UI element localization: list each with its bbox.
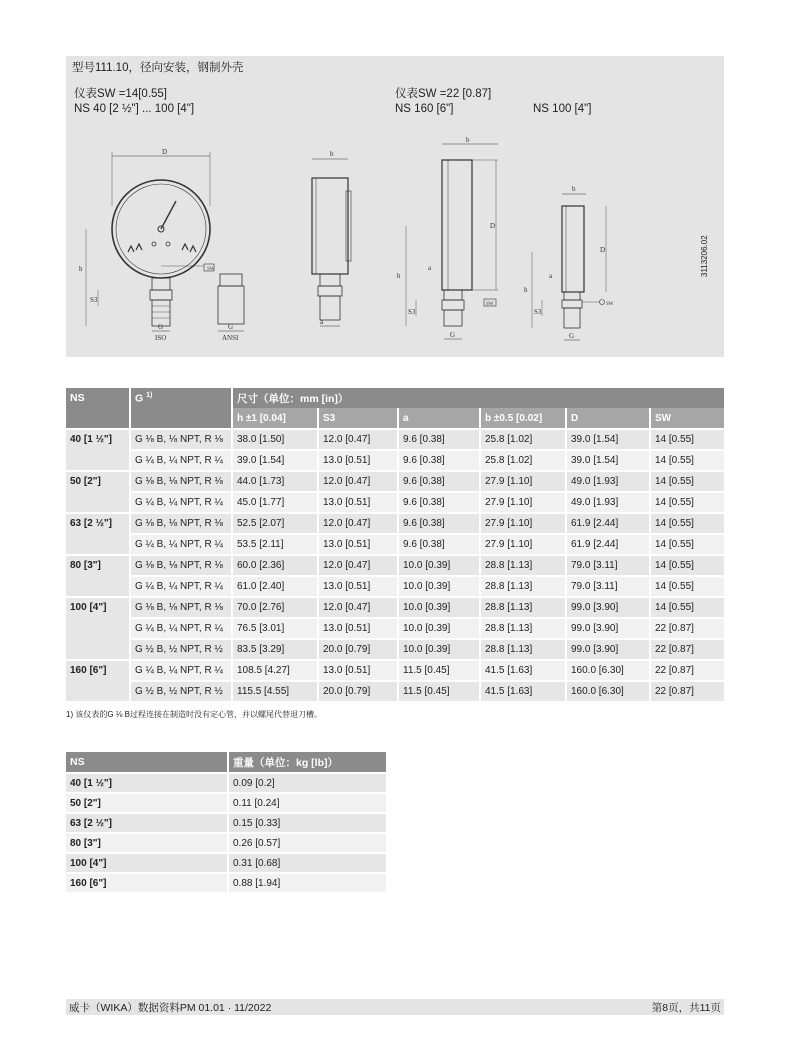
table-row [66,618,724,639]
table-cell: 60.0 [2.36] [232,555,318,576]
weight-table [66,752,386,892]
footer-doc-info: 威卡（WIKA）数据资料PM 01.01 · 11/2022 [69,1002,272,1014]
footnote-ref: 1) [146,392,153,399]
gauge-drawings [66,56,724,357]
col-group-dimensions: 尺寸（单位：mm [in]） [232,388,724,408]
dim-letter-b-100: b [572,185,576,193]
ns-cell: 63 [2 ½"] [66,513,130,555]
table-cell: 12.0 [0.47] [318,471,398,492]
table-cell: 25.8 [1.02] [480,429,566,450]
table-cell: 28.8 [1.13] [480,639,566,660]
table-cell: 13.0 [0.51] [318,618,398,639]
table-row [66,513,724,534]
col-header-s3: S3 [318,408,398,429]
dim-letter-s3-front: S3 [90,296,98,304]
ns-cell: 50 [2"] [66,471,130,513]
table-cell: 12.0 [0.47] [318,429,398,450]
table-cell: 14 [0.55] [650,513,724,534]
table-cell: 22 [0.87] [650,681,724,701]
table-cell: G ½ B, ½ NPT, R ½ [130,639,232,660]
table-cell: 99.0 [3.90] [566,597,650,618]
dim-letter-a-side: a [320,318,324,326]
dimensions-table [66,388,724,701]
col-header-g-text: G [135,392,144,405]
table-cell: 27.9 [1.10] [480,471,566,492]
table-cell: 76.5 [3.01] [232,618,318,639]
table-row [66,833,386,853]
ns100-side-drawing [524,185,614,340]
table-cell: 10.0 [0.39] [398,576,480,597]
ns-cell: 160 [6"] [66,660,130,701]
col-header-a: a [398,408,480,429]
figure-title: 型号111.10，径向安装，钢制外壳 [72,62,244,74]
table-row [66,429,724,450]
table-cell: 79.0 [3.11] [566,555,650,576]
table-cell: 14 [0.55] [650,555,724,576]
dim-letter-g-iso: G [158,323,164,331]
table-cell: 49.0 [1.93] [566,492,650,513]
ns-cell: 100 [4"] [66,597,130,660]
table-row [66,773,386,793]
iso-label: ISO [155,334,167,342]
table-cell: 115.5 [4.55] [232,681,318,701]
table-cell: 14 [0.55] [650,597,724,618]
page-footer [66,999,724,1015]
table-row [66,813,386,833]
table-cell: 83.5 [3.29] [232,639,318,660]
dim-letter-b-side: b [330,150,334,158]
table-cell: 14 [0.55] [650,450,724,471]
dim-letter-sw-front: SW [207,267,215,272]
footer-page-number: 第8页，共11页 [651,1002,721,1014]
dim-letter-g-100: G [569,332,575,340]
table-cell: 10.0 [0.39] [398,597,480,618]
weight-ns-cell: 100 [4"] [66,853,228,873]
dim-letter-g-160: G [450,331,456,339]
table-cell: 13.0 [0.51] [318,450,398,471]
table-cell: 11.5 [0.45] [398,681,480,701]
col-header-h: h ±1 [0.04] [232,408,318,429]
table-cell: 52.5 [2.07] [232,513,318,534]
table-cell: 25.8 [1.02] [480,450,566,471]
col-header-ns: NS [66,388,130,429]
table-cell: 160.0 [6.30] [566,660,650,681]
dim-letter-d-160: D [490,222,496,230]
table-cell: 11.5 [0.45] [398,660,480,681]
table-row [66,492,724,513]
table-cell: 13.0 [0.51] [318,534,398,555]
table-cell: G ¼ B, ¼ NPT, R ¼ [130,660,232,681]
weight-ns-cell: 63 [2 ½"] [66,813,228,833]
dim-letter-h: h [79,265,83,273]
table-cell: 14 [0.55] [650,492,724,513]
table-row [66,873,386,892]
weight-value-cell: 0.88 [1.94] [228,873,386,892]
table-cell: 39.0 [1.54] [566,429,650,450]
table-cell: 9.6 [0.38] [398,471,480,492]
weight-col-header-ns: NS [66,752,228,773]
right-label-ns100: NS 100 [4"] [533,103,592,115]
table-row [66,597,724,618]
weight-ns-cell: 40 [1 ½"] [66,773,228,793]
table-cell: 61.0 [2.40] [232,576,318,597]
table-cell: 9.6 [0.38] [398,513,480,534]
table-row [66,660,724,681]
table-cell: 9.6 [0.38] [398,492,480,513]
table-cell: 99.0 [3.90] [566,618,650,639]
weight-ns-cell: 80 [3"] [66,833,228,853]
technical-drawing-panel [66,56,724,357]
table-cell: 13.0 [0.51] [318,576,398,597]
table-cell: 10.0 [0.39] [398,639,480,660]
table-cell: 160.0 [6.30] [566,681,650,701]
ns160-side-drawing [397,136,498,339]
table-row [66,534,724,555]
table-cell: 53.5 [2.11] [232,534,318,555]
table-cell: 10.0 [0.39] [398,618,480,639]
table-cell: 27.9 [1.10] [480,492,566,513]
table-cell: G ½ B, ½ NPT, R ½ [130,681,232,701]
table-cell: 39.0 [1.54] [566,450,650,471]
dim-letter-g-ansi: G [228,323,234,331]
table-row [66,576,724,597]
dim-letter-sw-100: SW [606,302,614,307]
right-label-sw: 仪表SW =22 [0.87] [395,88,492,100]
table-row [66,853,386,873]
table-cell: G ⅛ B, ⅛ NPT, R ⅛ [130,429,232,450]
col-header-b: b ±0.5 [0.02] [480,408,566,429]
table-cell: 22 [0.87] [650,639,724,660]
table-cell: 20.0 [0.79] [318,639,398,660]
table-cell: 45.0 [1.77] [232,492,318,513]
table-cell: 9.6 [0.38] [398,450,480,471]
table-cell: 14 [0.55] [650,576,724,597]
weight-ns-cell: 50 [2"] [66,793,228,813]
table-cell: G ⅛ B, ⅛ NPT, R ⅛ [130,471,232,492]
left-label-ns: NS 40 [2 ½"] ... 100 [4"] [74,103,195,115]
table-cell: G ¼ B, ¼ NPT, R ¼ [130,450,232,471]
table-cell: 38.0 [1.50] [232,429,318,450]
table-cell: 49.0 [1.93] [566,471,650,492]
table-cell: G ⅛ B, ⅛ NPT, R ⅛ [130,555,232,576]
table-cell: 27.9 [1.10] [480,513,566,534]
table-row [66,681,724,701]
col-header-g [130,388,232,429]
table-cell: 44.0 [1.73] [232,471,318,492]
table-cell: 13.0 [0.51] [318,492,398,513]
table-cell: 61.9 [2.44] [566,513,650,534]
side-view-drawing [312,150,351,326]
dim-letter-h-160: h [397,272,401,280]
table-row [66,450,724,471]
table-cell: 12.0 [0.47] [318,555,398,576]
ns-cell: 40 [1 ½"] [66,429,130,471]
table-cell: G ¼ B, ¼ NPT, R ¼ [130,492,232,513]
dim-letter-sw-160: SW [486,302,494,307]
right-label-ns160: NS 160 [6"] [395,103,454,115]
table-cell: G ¼ B, ¼ NPT, R ¼ [130,618,232,639]
table-cell: G ⅛ B, ⅛ NPT, R ⅛ [130,513,232,534]
table-cell: 10.0 [0.39] [398,555,480,576]
table-cell: 70.0 [2.76] [232,597,318,618]
col-header-sw: SW [650,408,724,429]
table-cell: 14 [0.55] [650,471,724,492]
table-cell: 14 [0.55] [650,534,724,555]
front-view-drawing [79,148,244,342]
weight-value-cell: 0.15 [0.33] [228,813,386,833]
dim-letter-d-100: D [600,246,606,254]
table-cell: 13.0 [0.51] [318,660,398,681]
table-cell: G ⅛ B, ⅛ NPT, R ⅛ [130,597,232,618]
table-cell: 14 [0.55] [650,429,724,450]
table-row [66,793,386,813]
col-header-d: D [566,408,650,429]
table-cell: 39.0 [1.54] [232,450,318,471]
table-cell: 12.0 [0.47] [318,597,398,618]
ansi-label: ANSI [222,334,239,342]
table-cell: 41.5 [1.63] [480,681,566,701]
drawing-code: 3113206.02 [700,235,709,277]
table-cell: G ¼ B, ¼ NPT, R ¼ [130,576,232,597]
left-label-sw: 仪表SW =14[0.55] [74,88,167,100]
table-cell: 9.6 [0.38] [398,534,480,555]
weight-value-cell: 0.31 [0.68] [228,853,386,873]
table-cell: 28.8 [1.13] [480,618,566,639]
dim-letter-b-160: b [466,136,470,144]
footnote: 1) 该仪表的G ⅛ B过程连接在制造时没有定心管，并以螺尾代替退刀槽。 [66,710,323,719]
table-cell: 22 [0.87] [650,660,724,681]
table-cell: 20.0 [0.79] [318,681,398,701]
weight-value-cell: 0.11 [0.24] [228,793,386,813]
dim-letter-s3-160: S3 [408,308,416,316]
table-row [66,555,724,576]
weight-value-cell: 0.26 [0.57] [228,833,386,853]
table-row [66,639,724,660]
table-cell: 9.6 [0.38] [398,429,480,450]
table-cell: 41.5 [1.63] [480,660,566,681]
weight-col-header-weight: 重量（单位：kg [lb]） [228,752,386,773]
dim-letter-a-100: a [549,272,553,280]
table-cell: 28.8 [1.13] [480,576,566,597]
table-cell: G ¼ B, ¼ NPT, R ¼ [130,534,232,555]
dim-letter-s3-100: S3 [534,308,542,316]
dim-letter-h-100: h [524,286,528,294]
table-cell: 22 [0.87] [650,618,724,639]
weight-ns-cell: 160 [6"] [66,873,228,892]
table-cell: 28.8 [1.13] [480,597,566,618]
ns-cell: 80 [3"] [66,555,130,597]
table-cell: 99.0 [3.90] [566,639,650,660]
table-cell: 28.8 [1.13] [480,555,566,576]
dim-letter-d: D [162,148,168,156]
table-cell: 79.0 [3.11] [566,576,650,597]
table-cell: 27.9 [1.10] [480,534,566,555]
table-cell: 108.5 [4.27] [232,660,318,681]
table-row [66,471,724,492]
weight-value-cell: 0.09 [0.2] [228,773,386,793]
dim-letter-a-160: a [428,264,432,272]
table-cell: 12.0 [0.47] [318,513,398,534]
table-cell: 61.9 [2.44] [566,534,650,555]
